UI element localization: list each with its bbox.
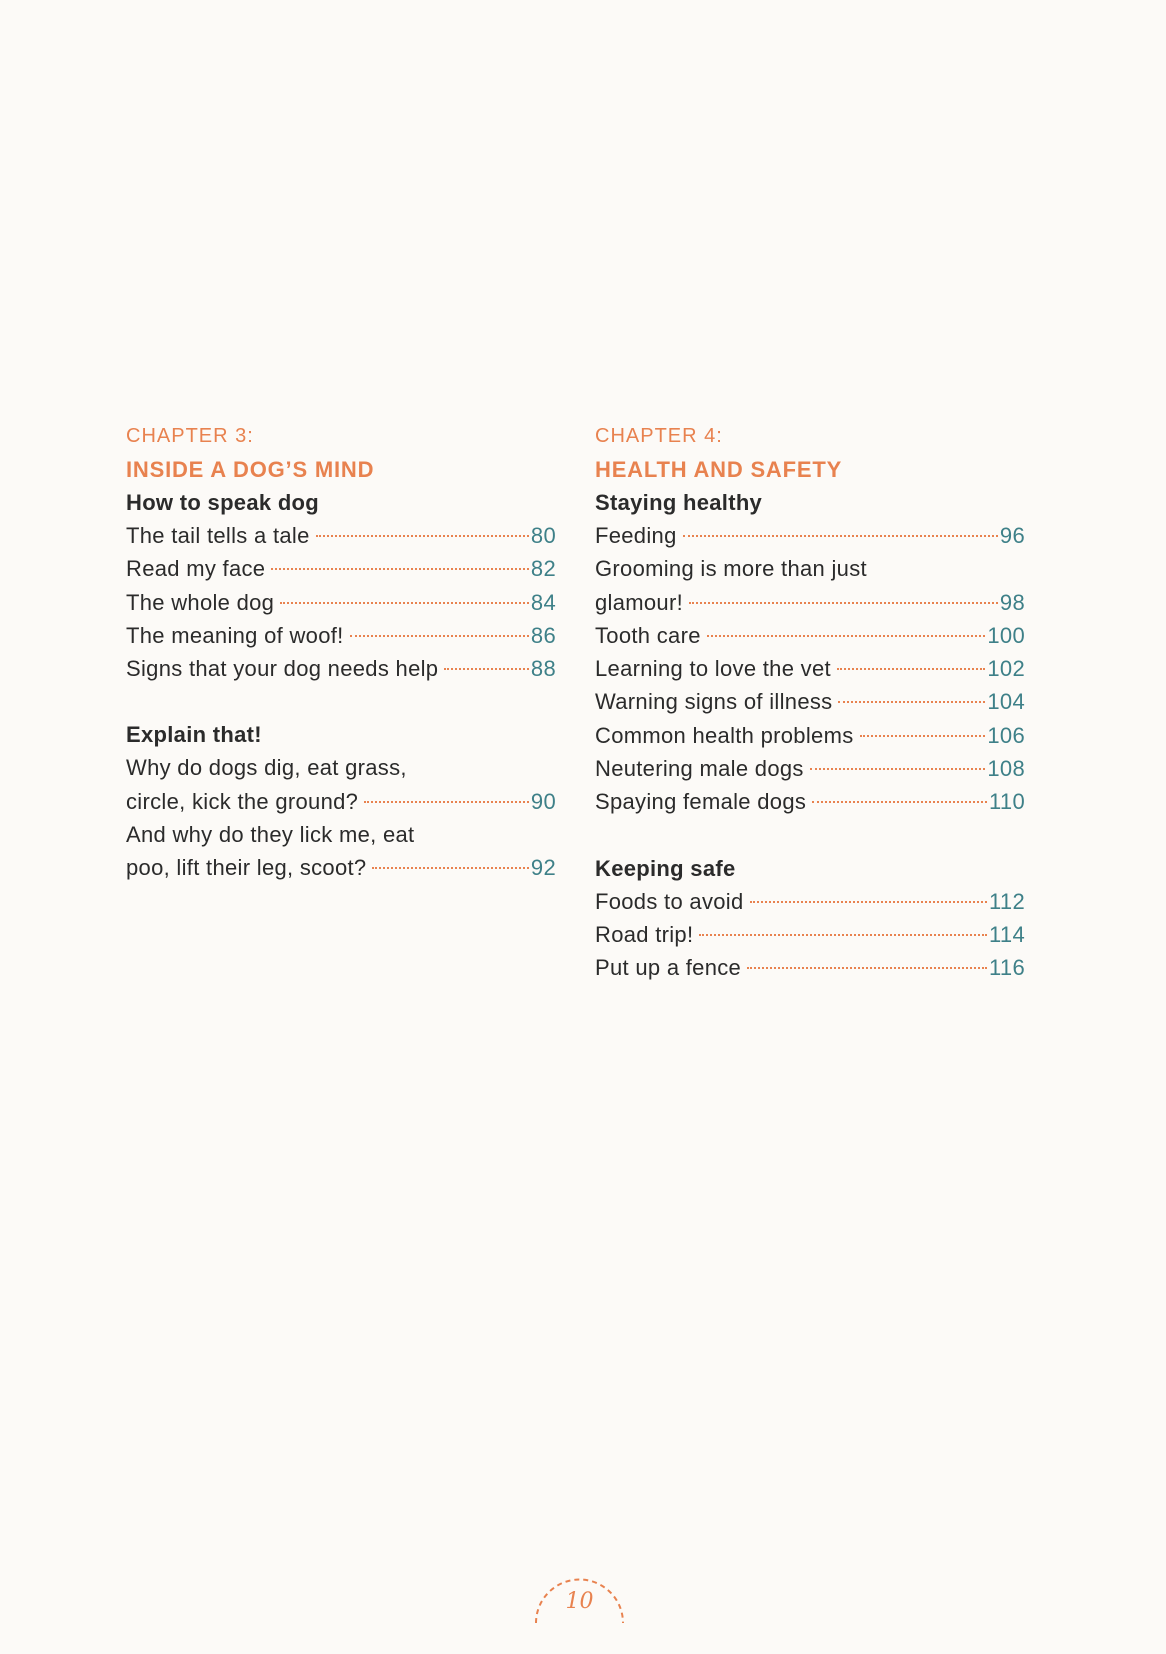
toc-entry-title: The whole dog [126,589,275,615]
toc-entry [595,619,1025,652]
dot-leader [747,967,987,969]
toc-entry [126,619,556,652]
toc-column-chapter-4 [595,420,1025,985]
toc-page-number: 106 [987,722,1025,748]
toc-entry [126,519,556,552]
toc-page-number: 98 [999,589,1025,615]
toc-page-number: 84 [530,589,556,615]
toc-entry [595,752,1025,785]
toc-entry-title: Tooth care [595,622,701,648]
toc-entry-line [126,586,556,619]
toc-entry-line [595,885,1025,918]
dot-leader [372,867,528,869]
toc-entry-title-line: And why do they lick me, eat [126,822,415,848]
toc-entry-title: Neutering male dogs [595,756,804,782]
dot-leader [860,735,986,737]
toc-page-number: 80 [530,523,556,548]
toc-entry-title: poo, lift their leg, scoot? [126,855,367,881]
toc-page-number: 102 [987,656,1025,682]
toc-entry [595,519,1025,552]
toc-page-number: 82 [530,556,556,582]
toc-entry-line [126,619,556,652]
toc-entry-list [126,751,556,884]
toc-entry-title-line: Grooming is more than just [595,556,867,582]
toc-entry-title: Road trip! [595,921,694,947]
toc-entry-list [595,885,1025,985]
toc-entry-line [126,851,556,884]
toc-entry-line [126,519,556,552]
toc-entry-line [126,785,556,818]
toc-entry-line [595,619,1025,652]
toc-entry-title: Common health problems [595,722,854,748]
toc-entry-title: The meaning of woof! [126,622,344,648]
section-heading: Explain that! [126,722,262,748]
toc-entry [126,586,556,619]
toc-page-number: 96 [999,523,1025,548]
toc-page-number: 92 [530,855,556,881]
toc-page-number: 88 [530,656,556,682]
toc-entry-title: Foods to avoid [595,888,744,914]
toc-page-number: 100 [987,622,1025,648]
dot-leader [271,568,529,570]
toc-page-number: 112 [989,888,1025,914]
toc-entry-line [595,519,1025,552]
dot-leader [707,635,986,637]
dot-leader [810,768,986,770]
toc-entry-title-line: Why do dogs dig, eat grass, [126,755,407,781]
toc-entry [595,552,1025,619]
toc-entry [595,785,1025,818]
toc-entry-line [595,752,1025,785]
toc-page-number: 110 [989,789,1025,815]
toc-entry [126,751,556,818]
dot-leader [837,668,985,670]
toc-page-number: 114 [989,921,1025,947]
chapter-title: HEALTH AND SAFETY [595,457,843,482]
toc-entry [595,719,1025,752]
dot-leader [812,801,987,803]
section-heading: How to speak dog [126,490,320,515]
toc-entry-title: circle, kick the ground? [126,788,359,814]
toc-entry-title: Signs that your dog needs help [126,656,439,682]
toc-entry [595,685,1025,718]
dot-leader [350,635,529,637]
dot-leader [838,701,985,703]
dot-leader [364,801,529,803]
dot-leader [750,901,988,903]
toc-entry-line [595,951,1025,984]
chapter-title: INSIDE A DOG’S MIND [126,457,375,482]
toc-entry [595,951,1025,984]
toc-entry-line [595,685,1025,718]
dot-leader [689,602,998,604]
toc-entry-line [595,586,1025,619]
toc-page-number: 104 [987,689,1025,715]
dot-leader [280,602,529,604]
dot-leader [699,934,987,936]
toc-entry-line [126,552,556,585]
toc-entry-line [595,652,1025,685]
toc-entry-line [595,719,1025,752]
toc-column-chapter-3 [126,420,556,885]
toc-entry [126,652,556,685]
toc-entry-title: Spaying female dogs [595,789,807,815]
toc-entry-list [595,519,1025,819]
toc-page-number: 116 [989,955,1025,981]
toc-entry [595,885,1025,918]
page-number: 10 [565,1589,594,1614]
dot-leader [444,668,529,670]
toc-entry-list [126,519,556,685]
toc-entry-title: Feeding [595,523,677,548]
section-heading: Keeping safe [595,855,736,881]
toc-entry-title: Read my face [126,556,266,582]
toc-page-number: 90 [530,788,556,814]
toc-entry-title: The tail tells a tale [126,523,310,548]
section-heading: Staying healthy [595,490,763,515]
toc-page-number: 86 [530,622,556,648]
toc-page-number: 108 [987,756,1025,782]
page-number-badge [532,1577,627,1627]
toc-entry-title: Learning to love the vet [595,656,831,682]
chapter-label: CHAPTER 3: [126,425,254,447]
toc-entry-title: Put up a fence [595,955,742,981]
dot-leader [316,535,529,537]
toc-entry-line [595,785,1025,818]
chapter-label: CHAPTER 4: [595,425,723,447]
toc-entry [126,552,556,585]
toc-entry [126,818,556,885]
toc-entry [595,652,1025,685]
toc-entry-title: glamour! [595,589,683,615]
toc-entry-line [595,918,1025,951]
toc-entry-line [126,652,556,685]
dot-leader [683,535,998,537]
toc-entry [595,918,1025,951]
toc-entry-title: Warning signs of illness [595,689,833,715]
